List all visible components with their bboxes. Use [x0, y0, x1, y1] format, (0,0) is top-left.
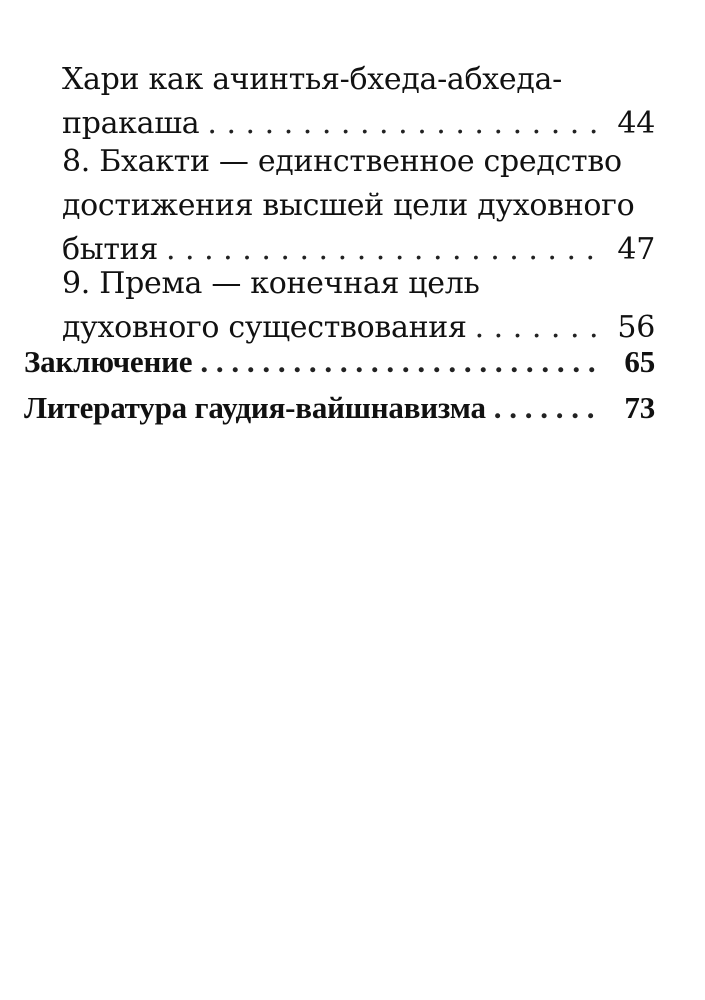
toc-entry-literature[interactable]: [0, 386, 705, 430]
toc-entry-title-line-1: 9. Према — конечная цель: [62, 266, 480, 301]
toc-entry-text-line: [0, 184, 705, 228]
dot-leader: [200, 340, 597, 384]
toc-entry-title-line-3: бытия: [62, 232, 158, 267]
toc-entry-title-line-2: пракаша: [62, 106, 200, 141]
toc-entry-conclusion[interactable]: [0, 340, 705, 384]
toc-page-number: 73: [624, 390, 655, 425]
toc-entry-prema[interactable]: [0, 262, 705, 350]
toc-entry-hari[interactable]: [0, 58, 705, 146]
toc-page-number: 65: [624, 344, 655, 379]
toc-entry-text-line: [0, 58, 705, 102]
toc-entry-last-line: [0, 340, 705, 384]
toc-page-number: 56: [617, 310, 655, 345]
toc-entry-title-line-1: 8. Бхакти — единственное средство: [62, 144, 622, 179]
toc-entry-text-line: [0, 140, 705, 184]
dot-leader: [494, 386, 597, 430]
toc-entry-title-line-2: достижения высшей цели духовного: [62, 188, 635, 223]
toc-entry-last-line: [0, 386, 705, 430]
toc-entry-title-line-2: духовного существования: [62, 310, 467, 345]
toc-entry-title: Литература гаудия-вайшнавизма: [24, 390, 486, 425]
toc-page-number: 44: [617, 106, 655, 141]
toc-entry-title-line-1: Хари как ачинтья-бхеда-абхеда-: [62, 62, 562, 97]
toc-page-number: 47: [617, 232, 655, 267]
toc-entry-text-line: [0, 262, 705, 306]
toc-entry-title: Заключение: [24, 344, 193, 379]
toc-entry-bhakti[interactable]: [0, 140, 705, 272]
